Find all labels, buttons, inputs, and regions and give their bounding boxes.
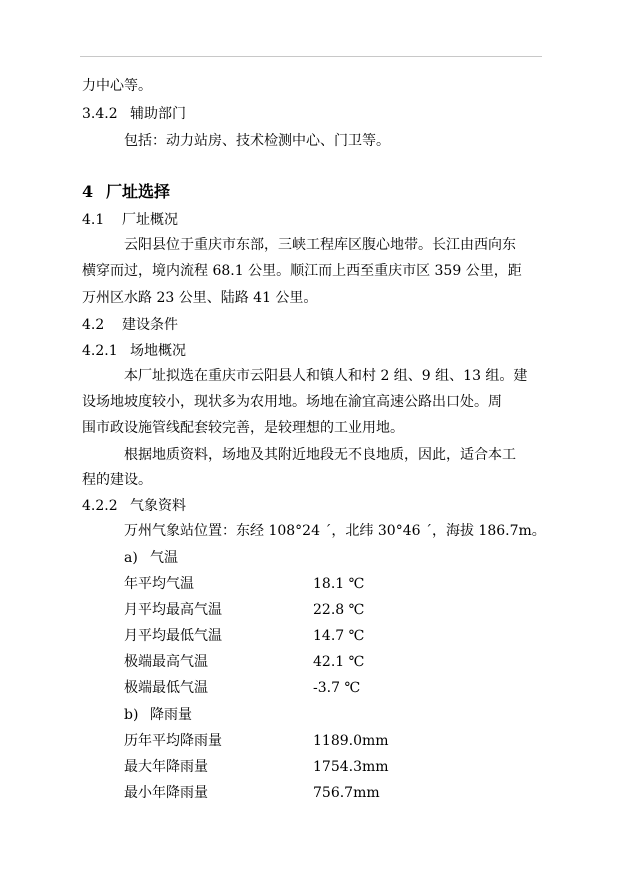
heading-title: 气象资料 [130,498,186,514]
site-line-3: 围市政设施管线配套较完善，是较理想的工业用地。 [82,420,404,436]
heading-number: 4.2 [82,317,105,333]
chapter-heading [82,183,170,201]
row-label: 最小年降雨量 [124,785,208,801]
row-value: 756.7mm [313,785,380,801]
overview-line-1: 云阳县位于重庆市东部，三峡工程库区腹心地带。长江由西向东 [124,237,516,253]
list-title: 气温 [150,550,178,566]
row-label: 历年平均降雨量 [124,733,222,749]
heading-title: 厂址概况 [122,212,178,228]
list-marker: a) [124,550,138,566]
heading-3-4-2 [82,106,186,122]
row-label: 月平均最低气温 [124,628,222,644]
list-marker: b) [124,707,139,723]
row-label: 最大年降雨量 [124,759,208,775]
heading-number: 3.4.2 [82,106,118,122]
row-label: 极端最高气温 [124,654,208,670]
overview-line-2: 横穿而过，境内流程 68.1 公里。顺江而上西至重庆市区 359 公里，距 [82,263,522,279]
site-line-2: 设场地坡度较小，现状多为农用地。场地在渝宜高速公路出口处。周 [82,394,502,410]
row-value: 14.7 ℃ [313,628,365,644]
row-value: 18.1 ℃ [313,576,365,592]
row-label: 年平均气温 [124,576,194,592]
chapter-number: 4 [82,182,94,201]
heading-4-1 [82,212,178,228]
station-line: 万州气象站位置：东经 108°24 ´，北纬 30°46 ´，海拔 186.7m。 [124,523,546,539]
row-value: 22.8 ℃ [313,602,365,618]
row-label: 月平均最高气温 [124,602,222,618]
row-value: 1754.3mm [313,759,389,775]
overview-line-3: 万州区水路 23 公里、陆路 41 公里。 [82,290,318,306]
heading-title: 建设条件 [122,317,178,333]
header-rule [80,56,542,57]
aux-content: 包括：动力站房、技术检测中心、门卫等。 [124,133,390,149]
rainfall-heading [124,707,192,723]
list-title: 降雨量 [150,707,192,723]
geology-line-2: 程的建设。 [82,472,152,488]
row-value: 1189.0mm [313,733,389,749]
chapter-title: 厂址选择 [106,182,171,201]
heading-title: 辅助部门 [130,106,186,122]
heading-4-2 [82,317,178,333]
continuation-text: 力中心等。 [82,78,152,94]
heading-number: 4.2.2 [82,498,118,514]
heading-number: 4.1 [82,212,105,228]
row-value: -3.7 ℃ [313,680,361,696]
heading-4-2-1 [82,343,186,359]
site-line-1: 本厂址拟选在重庆市云阳县人和镇人和村 2 组、9 组、13 组。建 [124,368,528,384]
temperature-heading [124,550,178,566]
row-label: 极端最低气温 [124,680,208,696]
geology-line-1: 根据地质资料，场地及其附近地段无不良地质，因此，适合本工 [124,447,516,463]
heading-title: 场地概况 [130,343,186,359]
heading-4-2-2 [82,498,186,514]
heading-number: 4.2.1 [82,343,118,359]
row-value: 42.1 ℃ [313,654,365,670]
